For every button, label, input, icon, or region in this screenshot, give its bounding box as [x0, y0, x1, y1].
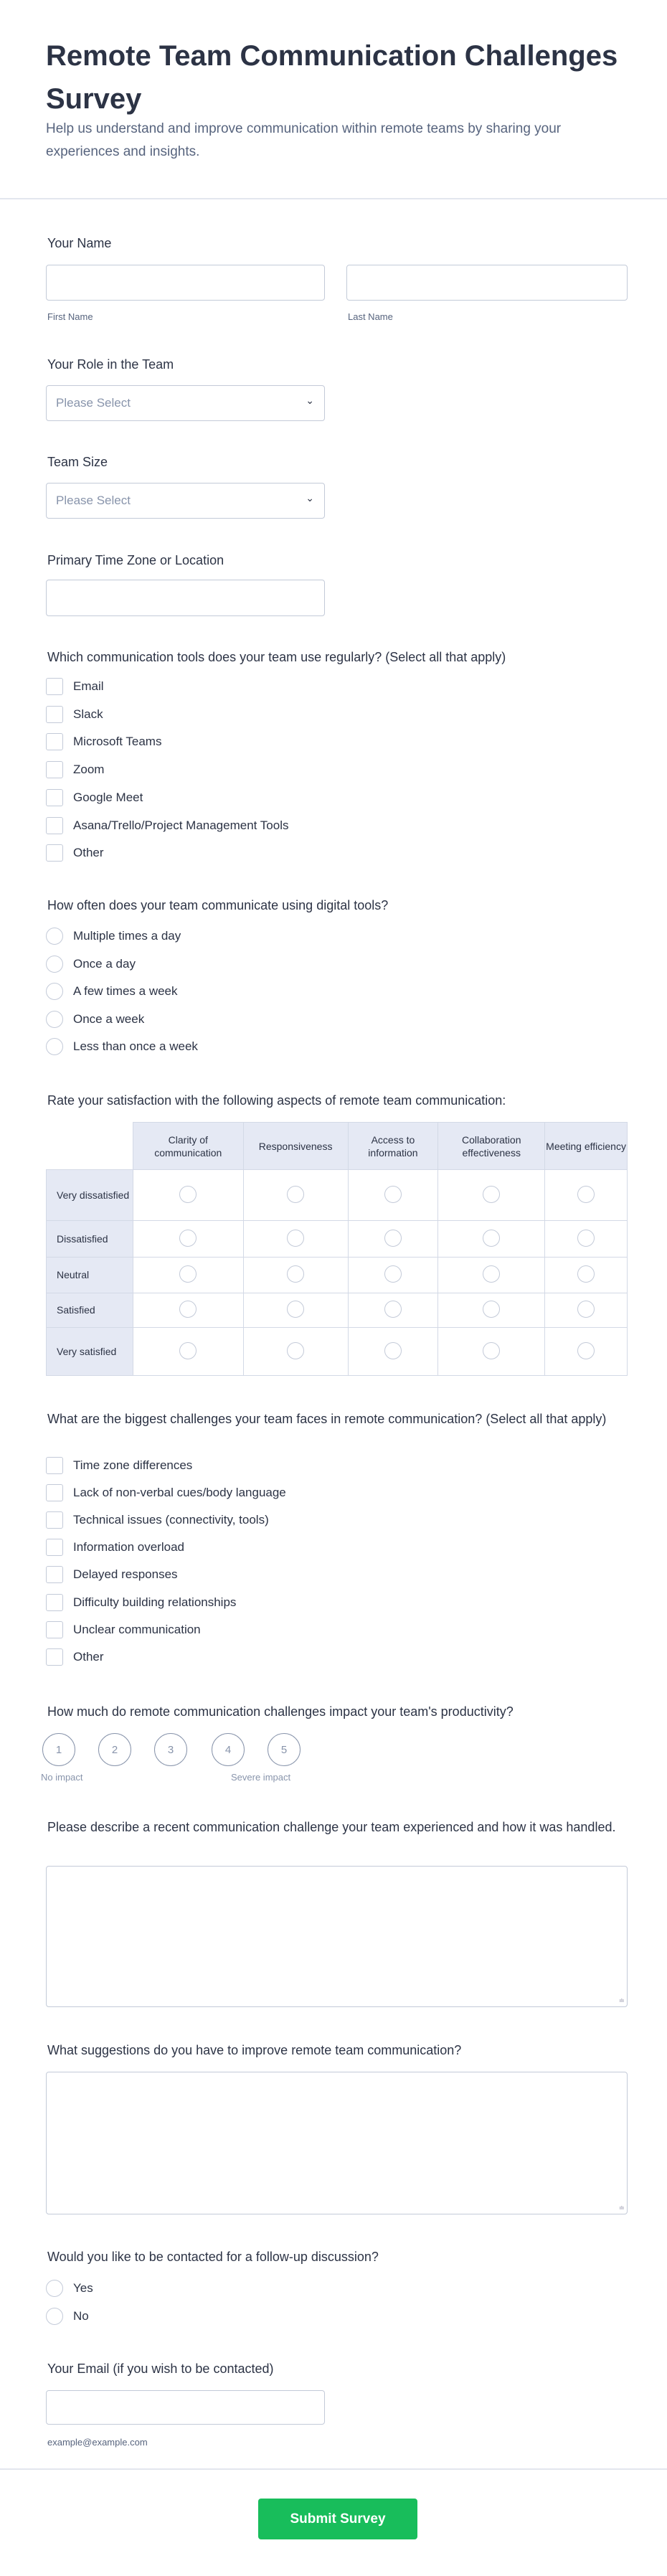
- describe-label: Please describe a recent communication challenge your team experienced and how it was handled.: [47, 1820, 616, 1834]
- matrix-radio[interactable]: [179, 1265, 197, 1283]
- radio-button[interactable]: [46, 1038, 63, 1055]
- chevron-down-icon: ⌄: [306, 395, 314, 406]
- matrix-corner: [47, 1123, 133, 1170]
- matrix-cell: [243, 1258, 348, 1293]
- matrix-radio[interactable]: [384, 1342, 402, 1359]
- tools-option[interactable]: [46, 733, 161, 750]
- checkbox[interactable]: [46, 1484, 63, 1501]
- matrix-row-header: Very dissatisfied: [47, 1170, 133, 1221]
- option-label: Yes: [73, 2281, 93, 2295]
- role-select[interactable]: [46, 385, 325, 421]
- matrix-radio[interactable]: [384, 1265, 402, 1283]
- matrix-radio[interactable]: [287, 1342, 304, 1359]
- name-label: Your Name: [47, 236, 112, 250]
- challenge-option[interactable]: [46, 1484, 286, 1501]
- checkbox[interactable]: [46, 678, 63, 695]
- matrix-cell: [438, 1328, 545, 1376]
- matrix-cell: [438, 1258, 545, 1293]
- matrix-radio[interactable]: [577, 1265, 595, 1283]
- option-label: Difficulty building relationships: [73, 1595, 237, 1609]
- matrix-row: [47, 1328, 628, 1376]
- matrix-cell: [243, 1170, 348, 1221]
- matrix-row: [47, 1170, 628, 1221]
- matrix-radio[interactable]: [287, 1265, 304, 1283]
- matrix-cell: [348, 1328, 438, 1376]
- radio-button[interactable]: [46, 1011, 63, 1028]
- checkbox[interactable]: [46, 733, 63, 750]
- suggestions-label: What suggestions do you have to improve remote team communication?: [47, 2043, 462, 2057]
- matrix-row-header: Very satisfied: [47, 1328, 133, 1376]
- impact-scale-option[interactable]: 5: [268, 1733, 301, 1766]
- radio-button[interactable]: [46, 2280, 63, 2297]
- checkbox[interactable]: [46, 1539, 63, 1556]
- impact-scale-option[interactable]: 4: [212, 1733, 245, 1766]
- matrix-radio[interactable]: [577, 1186, 595, 1203]
- matrix-row: [47, 1258, 628, 1293]
- matrix-cell: [243, 1293, 348, 1328]
- option-label: Less than once a week: [73, 1039, 198, 1053]
- challenge-option[interactable]: [46, 1457, 192, 1474]
- impact-label: How much do remote communication challenges impact your team's productivity?: [47, 1704, 514, 1719]
- matrix-radio[interactable]: [287, 1186, 304, 1203]
- timezone-input[interactable]: [46, 580, 325, 616]
- matrix-column-header: Access to information: [348, 1123, 438, 1170]
- followup-option[interactable]: [46, 2308, 89, 2325]
- matrix-cell: [545, 1328, 628, 1376]
- checkbox[interactable]: [46, 1621, 63, 1638]
- email-input[interactable]: [46, 2390, 325, 2425]
- matrix-cell: [133, 1170, 243, 1221]
- matrix-cell: [348, 1258, 438, 1293]
- suggestions-textarea[interactable]: [46, 2072, 628, 2214]
- option-label: Once a day: [73, 956, 136, 971]
- matrix-row-header: Satisfied: [47, 1293, 133, 1328]
- satisfaction-label: Rate your satisfaction with the following aspects of remote team communication:: [47, 1093, 506, 1108]
- checkbox[interactable]: [46, 706, 63, 723]
- option-label: Zoom: [73, 763, 105, 777]
- challenge-option[interactable]: [46, 1594, 236, 1611]
- checkbox[interactable]: [46, 789, 63, 806]
- tools-label: Which communication tools does your team use regularly? (Select all that apply): [47, 650, 506, 664]
- matrix-radio[interactable]: [577, 1301, 595, 1318]
- tools-option[interactable]: [46, 789, 143, 806]
- challenges-label: What are the biggest challenges your team faces in remote communication? (Select all that apply): [47, 1412, 607, 1426]
- matrix-cell: [348, 1221, 438, 1258]
- matrix-radio[interactable]: [179, 1342, 197, 1359]
- matrix-radio[interactable]: [287, 1230, 304, 1247]
- page-subtitle: Help us understand and improve communication within remote teams by sharing your experiences and insights.: [46, 121, 562, 159]
- radio-button[interactable]: [46, 928, 63, 945]
- checkbox[interactable]: [46, 1594, 63, 1611]
- email-label: Your Email (if you wish to be contacted): [47, 2362, 274, 2376]
- checkbox[interactable]: [46, 1648, 63, 1666]
- matrix-radio[interactable]: [179, 1230, 197, 1247]
- tools-option[interactable]: [46, 678, 104, 695]
- matrix-column-header: Clarity of communication: [133, 1123, 243, 1170]
- frequency-option[interactable]: [46, 928, 181, 945]
- matrix-radio[interactable]: [577, 1342, 595, 1359]
- option-label: A few times a week: [73, 984, 178, 998]
- matrix-radio[interactable]: [384, 1230, 402, 1247]
- radio-button[interactable]: [46, 983, 63, 1000]
- followup-label: Would you like to be contacted for a follow-up discussion?: [47, 2250, 379, 2264]
- resize-grip-icon[interactable]: ≐: [618, 2204, 625, 2212]
- matrix-radio[interactable]: [384, 1301, 402, 1318]
- frequency-option[interactable]: [46, 983, 178, 1000]
- header-divider: [0, 198, 667, 199]
- matrix-cell: [133, 1221, 243, 1258]
- tools-option[interactable]: [46, 817, 289, 834]
- option-label: Slack: [73, 707, 103, 721]
- matrix-radio[interactable]: [483, 1230, 500, 1247]
- challenge-option[interactable]: [46, 1511, 269, 1529]
- last-name-input[interactable]: [346, 265, 628, 301]
- radio-button[interactable]: [46, 956, 63, 973]
- checkbox[interactable]: [46, 844, 63, 862]
- matrix-radio[interactable]: [483, 1186, 500, 1203]
- impact-scale-option[interactable]: 3: [154, 1733, 187, 1766]
- email-hint: example@example.com: [47, 2437, 148, 2448]
- team-size-select[interactable]: [46, 483, 325, 519]
- impact-scale-option[interactable]: 1: [42, 1733, 75, 1766]
- matrix-radio[interactable]: [577, 1230, 595, 1247]
- matrix-radio[interactable]: [384, 1186, 402, 1203]
- challenge-option[interactable]: [46, 1621, 201, 1638]
- matrix-cell: [133, 1258, 243, 1293]
- describe-textarea[interactable]: [46, 1866, 628, 2007]
- checkbox[interactable]: [46, 1457, 63, 1474]
- resize-grip-icon[interactable]: ≐: [618, 1997, 625, 2005]
- matrix-cell: [545, 1258, 628, 1293]
- matrix-radio[interactable]: [179, 1301, 197, 1318]
- option-label: Other: [73, 1649, 104, 1664]
- option-label: Asana/Trello/Project Management Tools: [73, 818, 289, 832]
- last-name-sublabel: Last Name: [348, 311, 393, 322]
- satisfaction-matrix: [46, 1122, 628, 1376]
- matrix-radio[interactable]: [483, 1301, 500, 1318]
- option-label: Unclear communication: [73, 1622, 201, 1636]
- challenge-option[interactable]: [46, 1648, 104, 1666]
- checkbox[interactable]: [46, 1511, 63, 1529]
- impact-scale-option[interactable]: 2: [98, 1733, 131, 1766]
- matrix-row: [47, 1221, 628, 1258]
- matrix-radio[interactable]: [179, 1186, 197, 1203]
- matrix-cell: [348, 1293, 438, 1328]
- challenge-option[interactable]: [46, 1539, 184, 1556]
- checkbox[interactable]: [46, 1566, 63, 1583]
- checkbox[interactable]: [46, 817, 63, 834]
- matrix-row-header: Dissatisfied: [47, 1221, 133, 1258]
- frequency-option[interactable]: [46, 1038, 198, 1055]
- frequency-label: How often does your team communicate using digital tools?: [47, 898, 389, 912]
- matrix-radio[interactable]: [287, 1301, 304, 1318]
- submit-button[interactable]: Submit Survey: [258, 2499, 417, 2539]
- option-label: Email: [73, 679, 104, 693]
- footer-divider: [0, 2468, 667, 2470]
- challenge-option[interactable]: [46, 1566, 178, 1583]
- team-size-label: Team Size: [47, 455, 108, 469]
- option-label: Other: [73, 846, 104, 860]
- first-name-sublabel: First Name: [47, 311, 93, 322]
- matrix-column-header: Responsiveness: [243, 1123, 348, 1170]
- option-label: Information overload: [73, 1540, 184, 1554]
- impact-high-label: Severe impact: [231, 1772, 291, 1783]
- timezone-label: Primary Time Zone or Location: [47, 553, 224, 567]
- team-size-placeholder: Please Select: [56, 494, 131, 507]
- matrix-row: [47, 1293, 628, 1328]
- matrix-cell: [348, 1170, 438, 1221]
- role-placeholder: Please Select: [56, 396, 131, 410]
- option-label: Delayed responses: [73, 1567, 178, 1582]
- first-name-input[interactable]: [46, 265, 325, 301]
- option-label: Technical issues (connectivity, tools): [73, 1513, 269, 1527]
- option-label: Once a week: [73, 1011, 145, 1026]
- matrix-cell: [243, 1221, 348, 1258]
- tools-option[interactable]: [46, 761, 104, 778]
- matrix-radio[interactable]: [483, 1265, 500, 1283]
- followup-option[interactable]: [46, 2280, 93, 2297]
- option-label: No: [73, 2309, 89, 2323]
- chevron-down-icon: ⌄: [306, 492, 314, 504]
- option-label: Time zone differences: [73, 1458, 193, 1472]
- matrix-cell: [133, 1293, 243, 1328]
- matrix-column-header: Collaboration effectiveness: [438, 1123, 545, 1170]
- page-title: Remote Team Communication Challenges Survey: [46, 40, 618, 115]
- matrix-radio[interactable]: [483, 1342, 500, 1359]
- matrix-column-header: Meeting efficiency: [545, 1123, 628, 1170]
- tools-option[interactable]: [46, 844, 104, 862]
- checkbox[interactable]: [46, 761, 63, 778]
- tools-option[interactable]: [46, 706, 103, 723]
- option-label: Google Meet: [73, 790, 143, 804]
- impact-low-label: No impact: [41, 1772, 83, 1783]
- matrix-cell: [438, 1221, 545, 1258]
- matrix-cell: [545, 1221, 628, 1258]
- matrix-cell: [133, 1328, 243, 1376]
- matrix-cell: [243, 1328, 348, 1376]
- frequency-option[interactable]: [46, 956, 136, 973]
- role-label: Your Role in the Team: [47, 357, 174, 372]
- matrix-cell: [438, 1170, 545, 1221]
- matrix-cell: [438, 1293, 545, 1328]
- radio-button[interactable]: [46, 2308, 63, 2325]
- option-label: Microsoft Teams: [73, 735, 162, 749]
- frequency-option[interactable]: [46, 1011, 144, 1028]
- option-label: Multiple times a day: [73, 929, 181, 943]
- matrix-cell: [545, 1170, 628, 1221]
- matrix-cell: [545, 1293, 628, 1328]
- matrix-row-header: Neutral: [47, 1258, 133, 1293]
- option-label: Lack of non-verbal cues/body language: [73, 1486, 286, 1500]
